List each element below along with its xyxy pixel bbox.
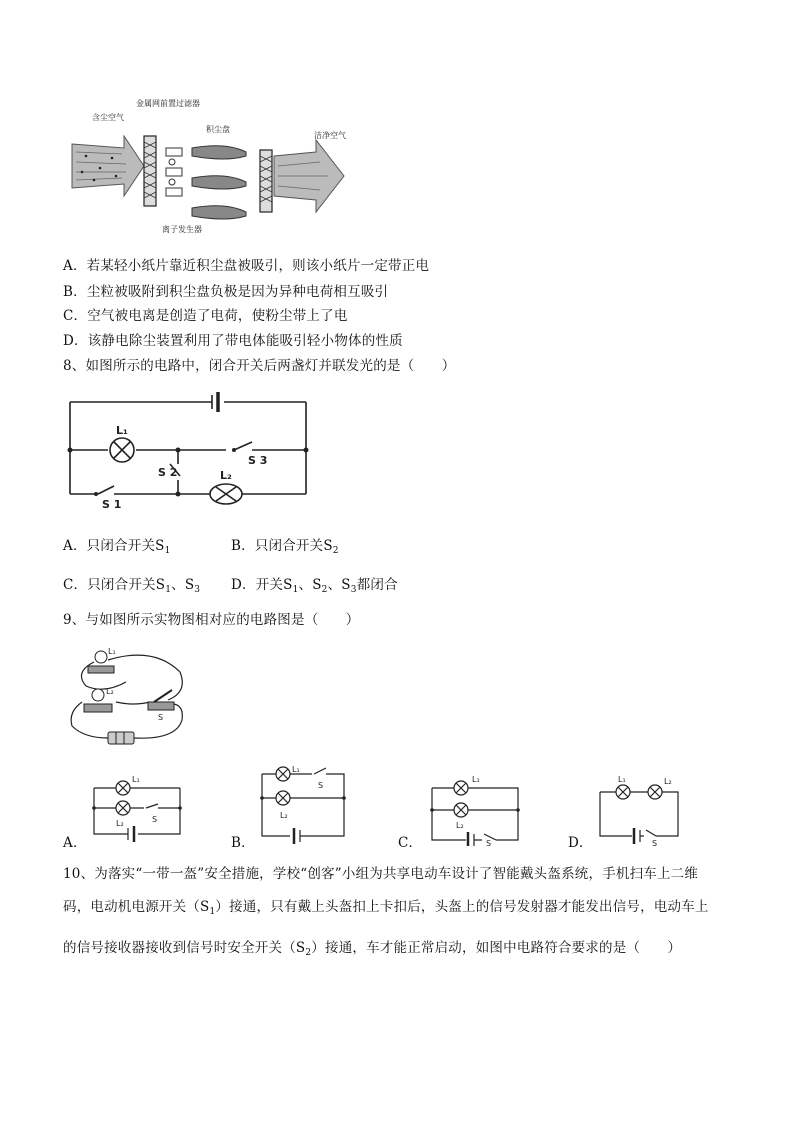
dust-plates bbox=[192, 146, 246, 219]
q9b-label-l2: L₂ bbox=[280, 811, 288, 820]
q7-option-b: B．尘粒被吸附到积尘盘负极是因为异种电荷相互吸引 bbox=[63, 284, 389, 300]
q9a-label-l1: L₁ bbox=[132, 775, 140, 784]
q9a-label-s: S bbox=[152, 815, 158, 824]
q8-option-c: C．只闭合开关$S_1$、$S_3$ bbox=[63, 577, 201, 595]
label-metal-filter: 金属网前置过滤器 bbox=[136, 99, 200, 108]
clean-air-arrow bbox=[274, 140, 344, 212]
q8-option-a: A．只闭合开关$S_1$ bbox=[63, 538, 171, 556]
q8-label-l2: L₂ bbox=[220, 469, 232, 482]
label-clean-air: 洁净空气 bbox=[314, 131, 346, 140]
q8-label-s2: S 2 bbox=[158, 466, 178, 479]
q9c-label-s: S bbox=[486, 839, 492, 846]
q9-diagram-c bbox=[424, 770, 524, 846]
q10-line-3: 的信号接收器接收到信号时安全开关$(S_2)$接通，车才能正常启动，如图中电路符合要求的是（ ） bbox=[63, 940, 682, 958]
q8-option-b: B．只闭合开关$S_2$ bbox=[231, 538, 339, 556]
q9-photo-switch bbox=[148, 690, 174, 710]
q9-physical-circuit-photo bbox=[64, 642, 194, 746]
q9-stem: 9、与如图所示实物图相对应的电路图是（ ） bbox=[63, 612, 360, 628]
q9b-label-l1: L₁ bbox=[292, 765, 300, 774]
q8-circuit-diagram bbox=[62, 390, 314, 510]
q9c-label-l1: L₁ bbox=[472, 775, 480, 784]
label-dust-plate: 积尘盘 bbox=[206, 125, 230, 134]
q8-label-s1: S 1 bbox=[102, 498, 122, 510]
q9-diagram-d bbox=[594, 770, 686, 846]
q9-option-a: A． bbox=[63, 835, 87, 851]
q9d-label-l1: L₁ bbox=[618, 775, 626, 784]
q10-line-1: 10、为落实“一带一盔”安全措施，学校“创客”小组为共享电动车设计了智能戴头盔系统，手机扫车上二维 bbox=[63, 866, 699, 882]
q10-line-2: 码，电动机电源开关$(S_1)$接通，只有戴上头盔扣上卡扣后，头盔上的信号发射器才能发出信号，电动车上 bbox=[63, 899, 709, 917]
q7-option-c: C．空气被电离是创造了电荷，使粉尘带上了电 bbox=[63, 308, 348, 324]
q9-photo-battery bbox=[108, 732, 134, 744]
q9c-label-l2: L₂ bbox=[456, 821, 464, 830]
label-dusty-air: 含尘空气 bbox=[92, 113, 124, 122]
q9d-label-l2: L₂ bbox=[664, 777, 672, 786]
q8-option-d: D．开关$S_1$、$S_2$、$S_3$都闭合 bbox=[231, 577, 398, 595]
q9-option-d: D． bbox=[568, 835, 593, 851]
q8-stem: 8、如图所示的电路中，闭合开关后两盏灯并联发光的是（ ） bbox=[63, 358, 456, 374]
q9-photo-label-s: S bbox=[158, 713, 164, 722]
q9-photo-label-l2: L₂ bbox=[106, 687, 114, 696]
q9-photo-label-l1: L₁ bbox=[108, 647, 116, 656]
q8-label-s3: S 3 bbox=[248, 454, 268, 467]
q9a-label-l2: L₂ bbox=[116, 819, 124, 828]
rear-filter bbox=[260, 150, 272, 212]
q8-label-l1: L₁ bbox=[116, 424, 128, 437]
dusty-air-arrow bbox=[72, 136, 144, 196]
q9-option-c: C． bbox=[398, 835, 423, 851]
q9-diagram-a bbox=[86, 770, 186, 842]
metal-mesh-filter bbox=[144, 136, 156, 206]
label-ion-generator: 离子发生器 bbox=[162, 225, 202, 234]
q7-option-a: A．若某轻小纸片靠近积尘盘被吸引，则该小纸片一定带正电 bbox=[63, 258, 430, 274]
ion-generator bbox=[166, 148, 182, 196]
q9d-label-s: S bbox=[652, 839, 658, 846]
q9-diagram-b bbox=[254, 764, 350, 844]
purifier-figure bbox=[66, 96, 366, 248]
q9b-label-s: S bbox=[318, 781, 324, 790]
q7-option-d: D．该静电除尘装置利用了带电体能吸引轻小物体的性质 bbox=[63, 333, 403, 349]
q9-option-b: B． bbox=[231, 835, 255, 851]
